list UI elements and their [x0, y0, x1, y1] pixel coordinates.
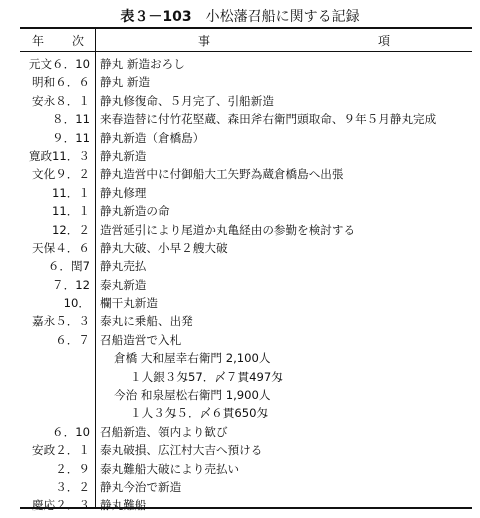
table-row: [20, 257, 472, 275]
row-event: 静丸売払: [100, 259, 147, 274]
table-row: [20, 312, 472, 330]
row-event: １人銀３匁57．〆７貫497匁: [130, 369, 283, 384]
row-event: 静丸大破、小早２艘大破: [100, 240, 228, 255]
header-event-b: 項: [378, 34, 391, 48]
row-event: 泰丸難船大破により売払い: [100, 461, 240, 476]
row-date: ２．９: [55, 461, 90, 476]
row-event: 静丸造営中に付御船大工矢野為蔵倉橋島へ出張: [100, 167, 344, 182]
row-event: 静丸 新造おろし: [100, 57, 185, 71]
table-row: [20, 404, 472, 422]
row-date: 嘉永５．３: [32, 314, 90, 329]
table-row: [20, 386, 472, 404]
table-body: [20, 55, 472, 515]
table-row: [20, 423, 472, 441]
table-row: [20, 129, 472, 147]
table-number: 表３－103: [120, 9, 192, 25]
row-date: 12．２: [52, 222, 90, 237]
row-event: 召船造営で入札: [100, 332, 182, 347]
row-date: ８．11: [52, 112, 90, 127]
row-date: 11．１: [52, 185, 90, 200]
row-event: 泰丸破損、広江村大吉へ預ける: [100, 443, 263, 458]
row-event: 静丸新造（倉橋島）: [100, 130, 205, 145]
table-row: [20, 331, 472, 349]
table-row: [20, 460, 472, 478]
row-date: 寛政11．３: [28, 148, 90, 163]
table-row: [20, 110, 472, 128]
row-date: ３．２: [55, 479, 90, 494]
table-row: [20, 239, 472, 257]
table-row: [20, 221, 472, 239]
row-event: 静丸今治で新造: [100, 479, 182, 494]
row-event: 静丸新造: [100, 148, 147, 163]
table-row: [20, 368, 472, 386]
row-event: 静丸修復命、５月完了、引船新造: [100, 93, 274, 108]
header-event-a: 事: [198, 34, 211, 48]
table-caption: 小松藩召船に関する記録: [205, 9, 360, 25]
row-date: 10．: [63, 296, 90, 311]
row-event: １人３匁５．〆６貫650匁: [130, 406, 269, 421]
row-event: 静丸修理: [100, 185, 147, 200]
records-table: [20, 27, 472, 513]
table-row: [20, 496, 472, 514]
row-date: 元文６．10: [28, 57, 90, 71]
row-date: ６．７: [55, 332, 90, 347]
row-event: 今治 和泉屋松右衛門 1,900人: [114, 388, 271, 403]
row-date: 文化９．２: [32, 167, 90, 182]
row-date: ６．閏7: [47, 259, 90, 274]
row-event: 静丸新造の命: [100, 204, 170, 219]
row-event: 静丸 新造: [100, 75, 151, 90]
table-row: [20, 276, 472, 294]
table-row: [20, 92, 472, 110]
row-event: 倉橋 大和屋幸右衛門 2,100人: [114, 351, 271, 366]
row-date: 明和６．６: [32, 75, 90, 90]
table-header: [20, 29, 472, 52]
row-event: 欄干丸新造: [100, 296, 158, 311]
table-row: [20, 147, 472, 165]
row-date: 安永８．１: [32, 93, 90, 108]
row-date: 11．１: [52, 204, 90, 219]
row-event: 静丸難船: [100, 498, 147, 513]
row-date: ６．10: [52, 424, 90, 439]
row-event: 召船新造、領内より歓び: [100, 424, 228, 439]
header-year-a: 年: [32, 34, 45, 48]
row-event: 泰丸に乗船、出発: [100, 314, 193, 329]
table-row: [20, 202, 472, 220]
table-row: [20, 184, 472, 202]
row-event: 造営延引により尾道か丸亀経由の参勤を検討する: [100, 222, 356, 237]
row-event: 泰丸新造: [100, 277, 147, 292]
row-date: 慶応２．３: [32, 498, 90, 513]
row-date: 天保４．６: [32, 240, 90, 255]
table-title: [0, 6, 480, 26]
table-row: [20, 478, 472, 496]
table-row: [20, 294, 472, 312]
row-event: 来春造替に付竹花堅蔵、森田斧右衛門頭取命、９年５月静丸完成: [100, 112, 437, 127]
row-date: 安政２．１: [32, 443, 90, 458]
table-row: [20, 441, 472, 459]
table-row: [20, 349, 472, 367]
table-row: [20, 165, 472, 183]
row-date: ７．12: [52, 277, 90, 292]
table-row: [20, 73, 472, 91]
row-date: ９．11: [52, 130, 90, 145]
header-year-b: 次: [72, 34, 85, 48]
table-row: [20, 55, 472, 73]
